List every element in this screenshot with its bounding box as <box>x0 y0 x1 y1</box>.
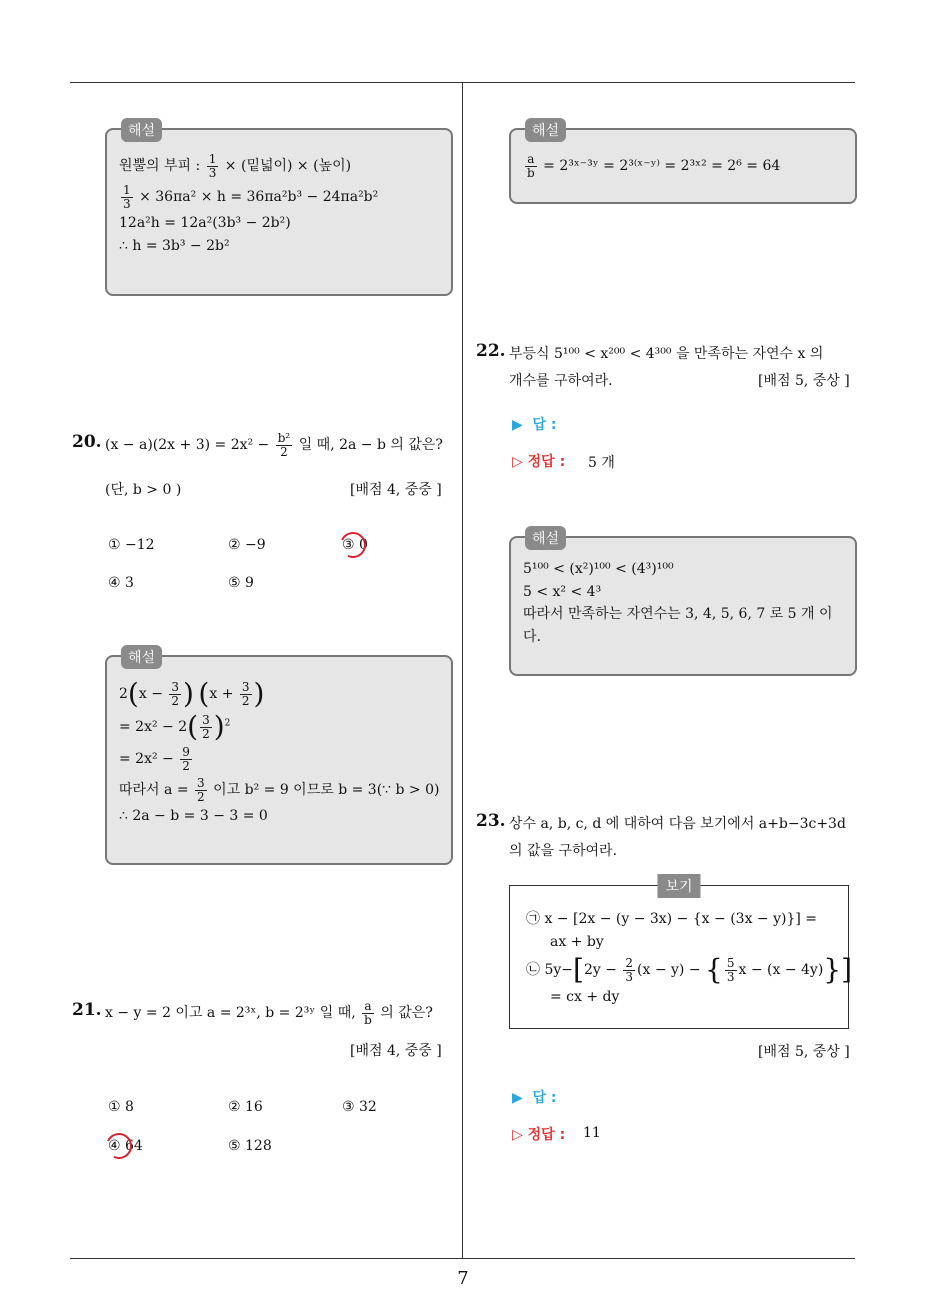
choice-20-4[interactable]: ④ 3 <box>108 575 134 591</box>
solution-line <box>119 153 441 179</box>
play-icon: ▶ <box>512 417 523 433</box>
correct-label-22: ▷ 정답 : <box>512 454 566 470</box>
question-text-21: x − y = 2 이고 a = 2³ˣ, b = 2³ʸ 일 때, $\frac{a}{b}$ 의 값은? <box>105 999 433 1027</box>
choice-21-3[interactable]: ③ 32 <box>342 1099 377 1115</box>
choice-20-5[interactable]: ⑤ 9 <box>228 575 254 591</box>
solution-line: 5 < x² < 4³ <box>523 583 602 600</box>
question-number-20: 20. <box>72 432 102 452</box>
choice-21-5[interactable]: ⑤ 128 <box>228 1138 272 1154</box>
bogi-tag: 보기 <box>657 874 700 898</box>
bottom-rule <box>70 1258 855 1259</box>
solution-box-22 <box>509 531 857 676</box>
question-text-20: (x − a)(2x + 3) = 2x² − $\frac{\text{b²}}{2}$ 일 때, 2a − b 의 값은? <box>105 431 443 459</box>
solution-line <box>119 184 441 210</box>
question-text-23-line1: 상수 a, b, c, d 에 대하여 다음 보기에서 a+b−3c+3d <box>509 816 846 832</box>
page-number: 7 <box>457 1268 469 1289</box>
question-number-23: 23. <box>476 811 506 831</box>
solution-line: 따라서 a = $\frac{3}{2}$ 이고 b² = 9 이므로 b = 3(∵ b > 0) <box>119 776 440 804</box>
column-divider <box>462 83 463 1258</box>
solution-line: $\frac{a}{b}$ = 2³ˣ⁻³ʸ = 2³⁽ˣ⁻ʸ⁾ = 2³ˣ² = 2⁶ = 64 <box>527 152 781 180</box>
choice-21-1[interactable]: ① 8 <box>108 1099 134 1115</box>
solution-tag: 해설 <box>525 118 566 142</box>
choice-20-2[interactable]: ② −9 <box>228 537 266 553</box>
question-number-22: 22. <box>476 341 506 361</box>
correct-answer-22: 5 개 <box>588 455 615 471</box>
score-meta-20: [배점 4, 중중 ] <box>350 482 442 498</box>
bogi-line: ax + by <box>550 933 604 950</box>
choice-21-2[interactable]: ② 16 <box>228 1099 263 1115</box>
score-meta-22: [배점 5, 중상 ] <box>758 373 850 389</box>
question-text-22-line2: 개수를 구하여라. <box>509 373 613 389</box>
solution-line: = 2x² − $\frac{9}{2}$ <box>119 745 190 773</box>
fraction: $\frac{1}{3}$ <box>208 152 217 180</box>
selected-mark-icon <box>336 528 369 561</box>
answer-label-23: ▶ 답 : <box>512 1090 557 1106</box>
play-icon: ▶ <box>512 1090 523 1106</box>
score-meta-23: [배점 5, 중상 ] <box>758 1044 850 1060</box>
score-meta-21: [배점 4, 중중 ] <box>350 1043 442 1059</box>
text: 원뿔의 부피 : <box>119 158 201 175</box>
solution-line: 다. <box>523 628 541 645</box>
solution-tag: 해설 <box>121 645 162 669</box>
solution-tag: 해설 <box>121 118 162 142</box>
choice-21-4[interactable]: ④ 64 <box>108 1138 143 1154</box>
answer-label-22: ▶ 답 : <box>512 417 557 433</box>
correct-label-23: ▷ 정답 : <box>512 1127 566 1143</box>
solution-line: ∴ h = 3b³ − 2b² <box>119 237 230 254</box>
question-text-23-line2: 의 값을 구하여라. <box>509 843 618 859</box>
outline-play-icon: ▷ <box>512 1127 523 1143</box>
bogi-line: ㉡ 5y−[2y − $\frac{2}{3}$ (x − y) − { $\frac{5}{3}$ x − (x − 4y)}] <box>526 953 853 986</box>
solution-box-20 <box>105 650 453 865</box>
correct-answer-23: 11 <box>583 1125 601 1141</box>
solution-line: 12a²h = 12a²(3b³ − 2b²) <box>119 215 291 232</box>
question-text-22-line1: 부등식 5¹⁰⁰ < x²⁰⁰ < 4³⁰⁰ 을 만족하는 자연수 x 의 <box>509 346 824 362</box>
question-number-21: 21. <box>72 1000 102 1020</box>
choice-20-1[interactable]: ① −12 <box>108 537 155 553</box>
solution-tag: 해설 <box>525 526 566 550</box>
text: × 36πa² × h = 36πa²b³ − 24πa²b² <box>139 189 379 206</box>
choice-20-3[interactable]: ③ 0 <box>342 537 368 553</box>
question-condition-20: (단, b > 0 ) <box>105 482 182 498</box>
solution-line: ∴ 2a − b = 3 − 3 = 0 <box>119 808 268 825</box>
solution-line: 5¹⁰⁰ < (x²)¹⁰⁰ < (4³)¹⁰⁰ <box>523 561 674 577</box>
selected-mark-icon <box>102 1129 135 1162</box>
solution-line: 2(x − $\frac{3}{2}$ ) (x + $\frac{3}{2}$ ) <box>119 677 265 710</box>
solution-line: 따라서 만족하는 자연수는 3, 4, 5, 6, 7 로 5 개 이 <box>523 606 833 622</box>
bogi-line: = cx + dy <box>550 989 620 1005</box>
fraction: $\frac{1}{3}$ <box>123 183 131 211</box>
solution-box-21 <box>509 123 857 204</box>
bogi-line: ㉠ x − [2x − (y − 3x) − {x − (3x − y)}] = <box>526 911 818 927</box>
outline-play-icon: ▷ <box>512 454 523 470</box>
solution-box-19 <box>105 123 453 296</box>
text: × (밑넓이) × (높이) <box>224 158 352 175</box>
bogi-box <box>509 879 853 1029</box>
solution-line: = 2x² − 2( $\frac{3}{2}$ )$^2$ <box>119 710 231 743</box>
